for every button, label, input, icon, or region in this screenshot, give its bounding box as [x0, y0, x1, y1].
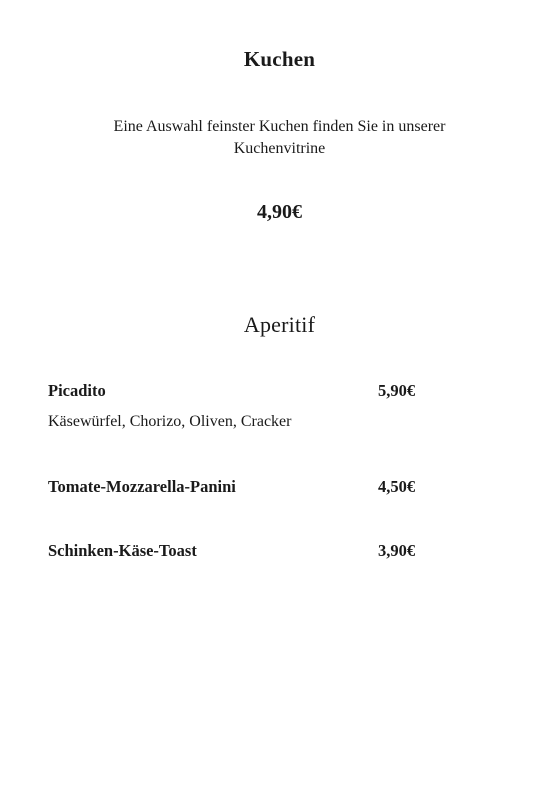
- menu-item-description-picadito: Käsewürfel, Chorizo, Oliven, Cracker: [48, 413, 292, 430]
- section-title-aperitif: Aperitif: [243, 312, 316, 337]
- kuchen-description-line-2: Kuchenvitrine: [233, 140, 326, 157]
- menu-item-price-panini: 4,50€: [378, 477, 416, 496]
- menu-item-price-toast: 3,90€: [378, 541, 416, 560]
- section-title-kuchen: Kuchen: [243, 47, 316, 71]
- menu-item-price-picadito: 5,90€: [378, 381, 416, 400]
- kuchen-price: 4,90€: [257, 201, 302, 223]
- menu-item-name-panini: Tomate-Mozzarella-Panini: [48, 477, 236, 496]
- menu-item-name-picadito: Picadito: [48, 381, 106, 400]
- kuchen-description: [60, 116, 499, 160]
- kuchen-description-line-1: Eine Auswahl feinster Kuchen finden Sie in unserer: [113, 118, 446, 135]
- menu-item-name-toast: Schinken-Käse-Toast: [48, 541, 197, 560]
